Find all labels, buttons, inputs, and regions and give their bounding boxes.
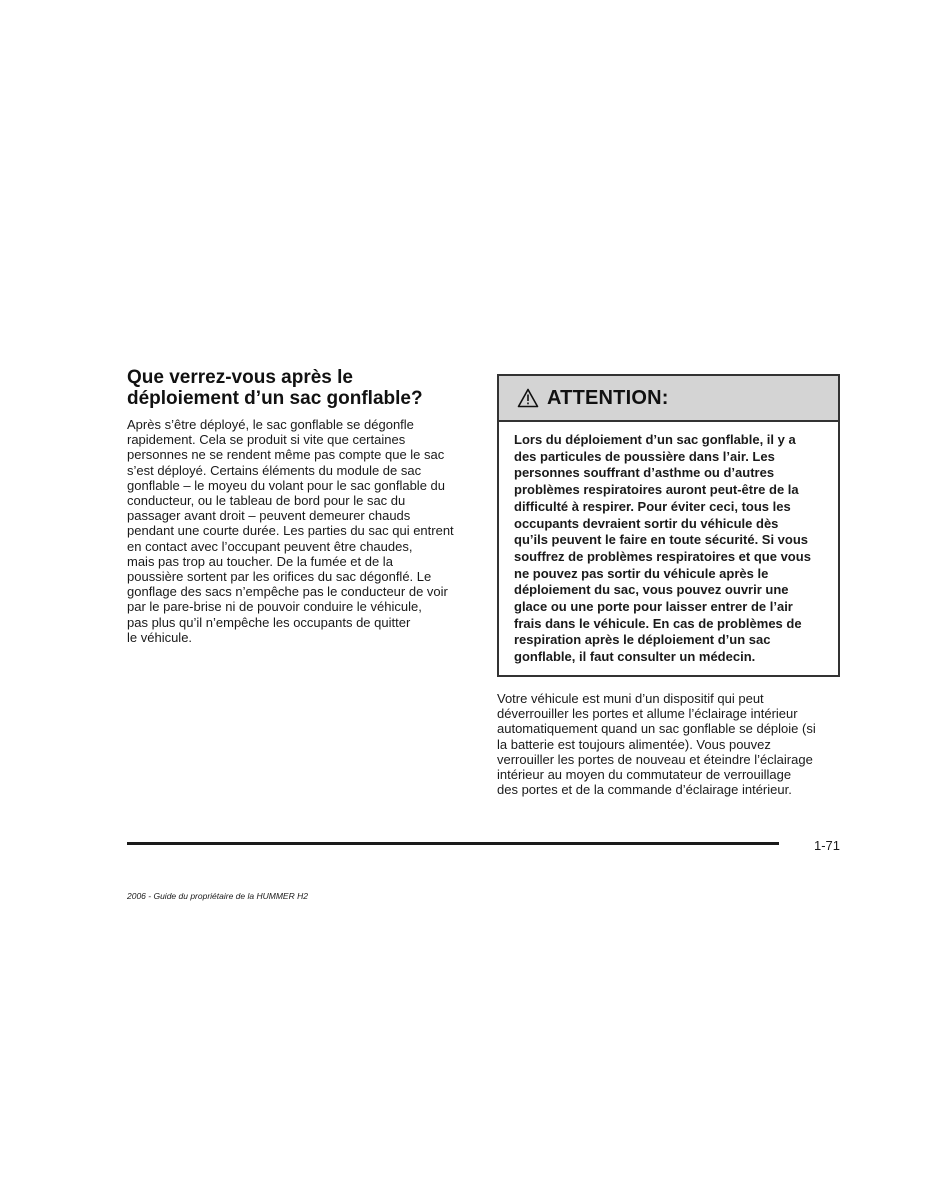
paragraph-line: en contact avec l’occupant peuvent être chaudes, <box>127 538 413 554</box>
attention-line: personnes souffrant d’asthme ou d’autres <box>514 465 775 481</box>
paragraph-line: mais pas trop au toucher. De la fumée et de la <box>127 553 393 569</box>
section-heading-line: Que verrez-vous après le <box>127 367 353 388</box>
attention-header <box>499 376 838 422</box>
paragraph-line: gonflable – le moyeu du volant pour le sac gonflable du <box>127 477 445 493</box>
paragraph-line: s’est déployé. Certains éléments du module de sac <box>127 462 422 478</box>
attention-line: des particules de poussière dans l’air. Les <box>514 448 775 464</box>
paragraph-line: automatiquement quand un sac gonflable se déploie (si <box>497 721 816 737</box>
paragraph-line: personnes ne se rendent même pas compte que le sac <box>127 447 445 463</box>
paragraph-line: Votre véhicule est muni d’un dispositif qui peut <box>497 691 764 706</box>
footer-text: 2006 - Guide du propriétaire de la HUMMER H2 <box>127 891 308 901</box>
attention-line: difficulté à respirer. Pour éviter ceci, tous les <box>514 498 791 514</box>
paragraph-line: verrouiller les portes de nouveau et éteindre l’éclairage <box>497 751 813 767</box>
attention-line: Lors du déploiement d’un sac gonflable, il y a <box>514 432 796 447</box>
attention-line: qu’ils peuvent le faire en toute sécurité. Si vous <box>514 532 809 548</box>
paragraph-line: gonflage des sacs n’empêche pas le conducteur de voir <box>127 584 448 600</box>
attention-line: souffrez de problèmes respiratoires et que vous <box>514 548 811 564</box>
attention-title: ATTENTION: <box>547 386 669 409</box>
attention-body <box>499 422 838 666</box>
attention-line: frais dans le véhicule. En cas de problèmes de <box>514 615 802 631</box>
attention-line: respiration après le déploiement d’un sac <box>514 632 771 648</box>
attention-line: gonflable, il faut consulter un médecin. <box>514 649 756 665</box>
attention-line: glace ou une porte pour laisser entrer de l’air <box>514 599 793 615</box>
attention-line: ne pouvez pas sortir du véhicule après le <box>514 565 769 581</box>
paragraph-line: poussière sortent par les orifices du sac dégonflé. Le <box>127 569 432 585</box>
paragraph-line: pas plus qu’il n’empêche les occupants de quitter <box>127 614 411 630</box>
paragraph-line: conducteur, ou le tableau de bord pour le sac du <box>127 493 406 509</box>
paragraph-line: déverrouiller les portes et allume l’éclairage intérieur <box>497 706 798 722</box>
section-heading-line: déploiement d’un sac gonflable? <box>127 388 423 409</box>
paragraph-line: intérieur au moyen du commutateur de verrouillage <box>497 767 792 783</box>
section-heading <box>127 367 472 409</box>
paragraph-line: par le pare-brise ni de pouvoir conduire le véhicule, <box>127 599 422 615</box>
paragraph-line: la batterie est toujours alimentée). Vous pouvez <box>497 736 771 752</box>
attention-line: occupants devraient sortir du véhicule dès <box>514 515 779 531</box>
attention-line: problèmes respiratoires auront peut-être de la <box>514 482 799 498</box>
paragraph-line: le véhicule. <box>127 629 193 645</box>
footer-divider <box>127 842 779 845</box>
paragraph-line: pendant une courte durée. Les parties du sac qui entrent <box>127 523 454 539</box>
paragraph-line: des portes et de la commande d’éclairage intérieur. <box>497 782 792 798</box>
section-paragraph <box>127 417 477 645</box>
paragraph-line: passager avant droit – peuvent demeurer chauds <box>127 508 411 524</box>
page-number: 1-71 <box>813 838 840 853</box>
attention-box <box>497 374 840 677</box>
paragraph-line: Après s’être déployé, le sac gonflable se dégonfle <box>127 417 414 432</box>
warning-triangle-icon <box>517 388 539 408</box>
after-warning-paragraph <box>497 691 842 797</box>
attention-line: déploiement du sac, vous pouvez ouvrir une <box>514 582 789 598</box>
paragraph-line: rapidement. Cela se produit si vite que certaines <box>127 432 406 448</box>
